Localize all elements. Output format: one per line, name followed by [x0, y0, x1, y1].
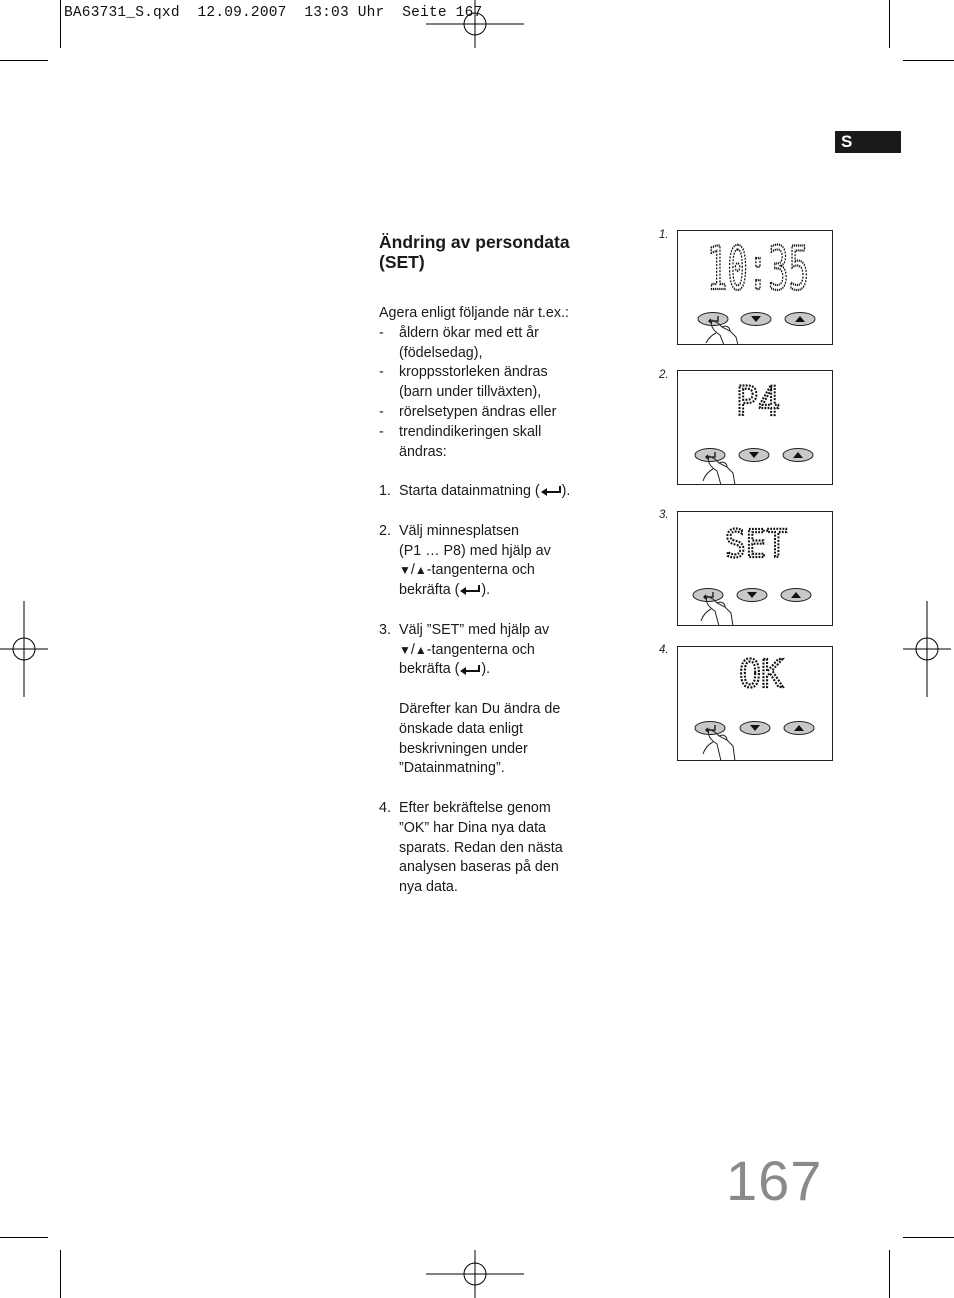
bullet-item: - kroppsstorleken ändras (barn under tillväxten), — [379, 364, 548, 401]
bullet-marker: - — [379, 423, 384, 440]
registration-mark-right — [903, 601, 951, 697]
device-display-panel — [677, 230, 833, 345]
enter-button — [693, 589, 723, 602]
enter-button — [695, 722, 725, 735]
figure-number: 4. — [659, 644, 669, 656]
bullet-marker: - — [379, 324, 384, 341]
step-1: 1. Starta datainmatning ( ). — [379, 482, 629, 502]
registration-mark-bottom — [426, 1250, 524, 1298]
crop-mark — [889, 1250, 890, 1298]
bullet-item: - rörelsetypen ändras eller — [379, 403, 629, 423]
crop-mark — [903, 1237, 954, 1238]
step-number: 1. — [379, 483, 391, 500]
down-button — [741, 313, 771, 326]
step-number: 3. — [379, 621, 391, 638]
up-triangle-icon: ▲ — [414, 642, 427, 657]
device-display-panel — [677, 646, 833, 761]
step-number: 4. — [379, 799, 391, 816]
figure-number: 1. — [659, 229, 669, 241]
step-3: 3. Välj ”SET” med hjälp av ▼/▲-tangenterna och bekräfta ( ). Därefter kan Du ändra de önskade data enligt beskrivningen under ”Datainmatning”. — [379, 621, 561, 777]
crop-mark — [0, 60, 48, 61]
page-number: 167 — [726, 1149, 823, 1212]
bullet-item: - trendindikeringen skall ändras: — [379, 423, 542, 460]
device-display-panel — [677, 370, 833, 485]
registration-mark-top — [426, 0, 524, 48]
heading-line-2: (SET) — [379, 252, 425, 272]
enter-button — [695, 449, 725, 462]
down-button — [740, 722, 770, 735]
crop-mark — [60, 0, 61, 48]
enter-key-icon — [459, 664, 481, 676]
down-triangle-icon: ▼ — [399, 642, 411, 657]
up-button — [785, 313, 815, 326]
heading-line-1: Ändring av persondata — [379, 232, 570, 252]
registration-mark-left — [0, 601, 48, 697]
up-button — [781, 589, 811, 602]
step-2: 2. Välj minnesplatsen (P1 … P8) med hjälp av ▼/▲-tangenterna och bekräfta ( ). — [379, 522, 551, 599]
enter-key-icon — [540, 485, 562, 497]
figure-number: 2. — [659, 369, 669, 381]
section-heading — [379, 232, 629, 272]
bullet-item: - åldern ökar med ett år (födelsedag), — [379, 324, 539, 361]
intro-text: Agera enligt följande när t.ex.: — [379, 305, 569, 321]
down-button — [739, 449, 769, 462]
crop-mark — [903, 60, 954, 61]
language-badge: S — [835, 131, 901, 153]
display-readout: OK — [739, 652, 784, 696]
instruction-column — [379, 232, 629, 898]
down-button — [737, 589, 767, 602]
enter-key-icon — [459, 584, 481, 596]
display-readout: P4 — [736, 379, 780, 425]
up-button — [783, 449, 813, 462]
display-readout: SET — [725, 522, 787, 566]
down-triangle-icon: ▼ — [399, 563, 411, 578]
crop-mark — [0, 1237, 48, 1238]
crop-mark — [889, 0, 890, 48]
bullet-marker: - — [379, 364, 384, 381]
enter-button — [698, 313, 728, 326]
bullet-marker: - — [379, 403, 384, 420]
step-4: 4. Efter bekräftelse genom ”OK” har Dina nya data sparats. Redan den nästa analysen baseras på den nya data. — [379, 799, 563, 896]
up-triangle-icon: ▲ — [414, 563, 427, 578]
crop-mark — [60, 1250, 61, 1298]
step-number: 2. — [379, 522, 391, 539]
up-button — [784, 722, 814, 735]
device-display-panel — [677, 511, 833, 626]
display-readout: 10:35 — [707, 234, 809, 304]
figure-number: 3. — [659, 509, 669, 521]
slug-line: BA63731_S.qxd 12.09.2007 13:03 Uhr Seite 167 — [64, 5, 483, 21]
